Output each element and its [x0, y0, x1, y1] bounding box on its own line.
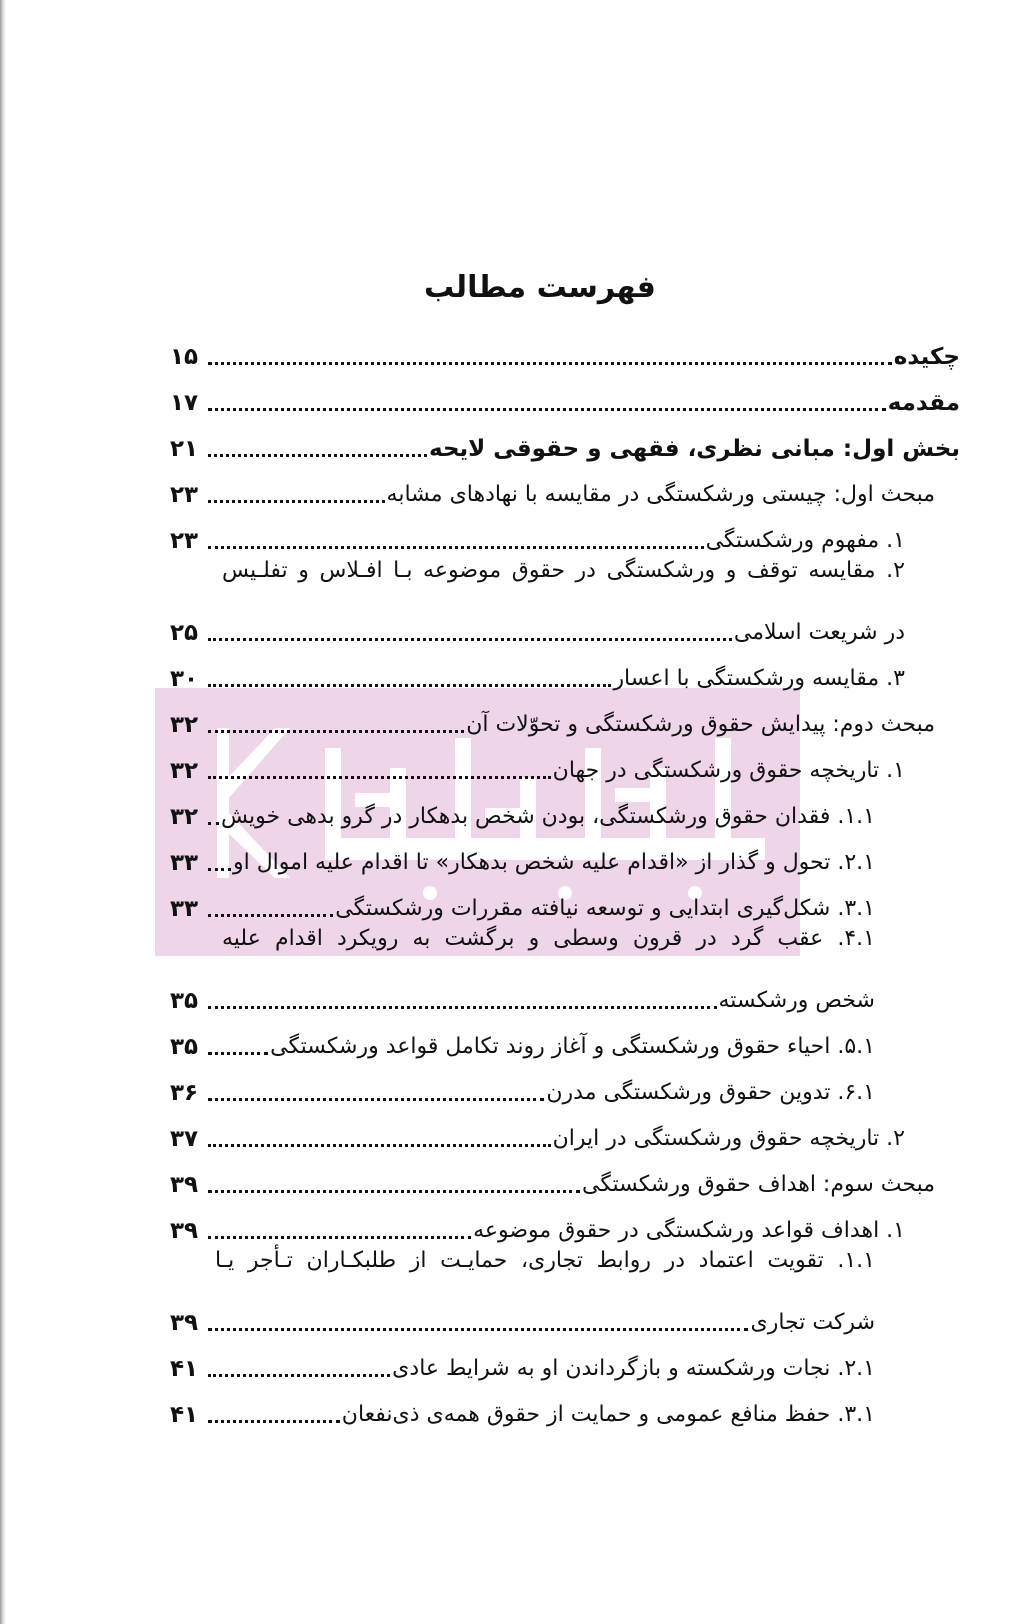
toc-entry-title: بخش اول: مبانی نظری، فقهی و حقوقی لایحه [429, 436, 960, 462]
toc-page-number: ۳۲ [170, 712, 199, 738]
toc-page-number: ۳۹ [170, 1172, 199, 1198]
toc-entry [170, 464, 935, 510]
toc-entry-title: ۱. اهداف قواعد ورشکستگی در حقوق موضوعه [473, 1218, 905, 1243]
toc-page-number: ۲۳ [170, 528, 199, 554]
toc-entry-title-continued: شرکت تجاری [750, 1310, 875, 1335]
toc-entry-title: ۶.۱. تدوین حقوق ورشکستگی مدرن [546, 1080, 875, 1105]
dot-leader [208, 408, 886, 411]
dot-leader [208, 1006, 717, 1009]
toc-entry [170, 694, 935, 740]
dot-leader [208, 914, 333, 917]
toc-page-number: ۳۲ [170, 758, 199, 784]
toc-entry-title: ۳. مقایسه ورشکستگی با اعسار [613, 666, 905, 691]
toc-entry [170, 740, 905, 786]
toc-page-number: ۳۵ [170, 1034, 199, 1060]
toc-entry [170, 832, 875, 878]
dot-leader [208, 1144, 551, 1147]
toc-entry-title: مبحث دوم: پیدایش حقوق ورشکستگی و تحوّلات آن [466, 712, 935, 737]
toc-entry [170, 1384, 875, 1430]
toc-entry [170, 1338, 875, 1384]
dot-leader [208, 454, 427, 457]
dot-leader [208, 1190, 580, 1193]
toc-page-number: ۳۳ [170, 896, 199, 922]
toc-entry-title: ۲. تاریخچه حقوق ورشکستگی در ایران [552, 1126, 905, 1151]
toc-entry [170, 648, 905, 694]
toc-page-number: ۱۵ [170, 344, 199, 370]
toc-entry [170, 1154, 935, 1200]
toc-page-number: ۳۵ [170, 988, 199, 1014]
dot-leader [208, 1098, 544, 1101]
toc-entry [170, 326, 960, 372]
page-title: فهرست مطالب [424, 270, 656, 305]
dot-leader [208, 868, 231, 871]
dot-leader [208, 500, 385, 503]
toc-entry [170, 510, 905, 556]
toc-entry [170, 1062, 875, 1108]
toc-page-number: ۱۷ [170, 390, 199, 416]
toc-entry [170, 786, 875, 832]
dot-leader [208, 822, 219, 825]
dot-leader [208, 1236, 471, 1239]
toc-entry-title: ۱.۱. تقویت اعتماد در روابط تجاری، حمایـت از طلبکـاران تـأجر یـا [215, 1248, 875, 1273]
toc-entry [170, 970, 875, 1016]
toc-page-number: ۲۵ [170, 620, 199, 646]
toc-entry-title: ۲.۱. نجات ورشکسته و بازگرداندن او به شرایط عادی [392, 1356, 875, 1381]
toc-page-number: ۳۲ [170, 804, 199, 830]
toc-entry-title: ۲. مقایسه توقف و ورشکستگی در حقوق موضوعه بـا افـلاس و تفلـیس [222, 558, 905, 583]
toc-page-number: ۴۱ [170, 1356, 199, 1382]
toc-entry-title-continued: شخص ورشکسته [718, 988, 875, 1013]
toc-page-number: ۴۱ [170, 1402, 199, 1428]
dot-leader [208, 730, 464, 733]
dot-leader [208, 684, 611, 687]
toc-entry [170, 1200, 905, 1246]
toc-entry-title: مبحث اول: چیستی ورشکستگی در مقایسه با نهادهای مشابه [386, 482, 935, 507]
toc-page-number: ۳۰ [170, 666, 199, 692]
dot-leader [208, 776, 551, 779]
dot-leader [208, 638, 732, 641]
toc-entry-title: ۱.۱. فقدان حقوق ورشکستگی، بودن شخص بدهکار در گرو بدهی خویش [220, 804, 875, 829]
toc-entry [170, 372, 960, 418]
toc-entry [170, 1292, 875, 1338]
dot-leader [208, 362, 892, 365]
toc-entry-title: مبحث سوم: اهداف حقوق ورشکستگی [582, 1172, 935, 1197]
toc-entry-title: ۵.۱. احیاء حقوق ورشکستگی و آغاز روند تکامل قواعد ورشکستگی [270, 1034, 875, 1059]
dot-leader [208, 1374, 390, 1377]
toc-entry-title: ۳.۱. شکل‌گیری ابتدایی و توسعه نیافته مقررات ورشکستگی [335, 896, 875, 921]
dot-leader [208, 1328, 748, 1331]
dot-leader [208, 546, 704, 549]
toc-page-number: ۳۳ [170, 850, 199, 876]
toc-entry-title: مقدمه [887, 390, 960, 416]
toc-entry [170, 878, 875, 924]
toc-page-number: ۲۱ [170, 436, 199, 462]
toc-entry-title: ۱. تاریخچه حقوق ورشکستگی در جهان [552, 758, 905, 783]
toc-entry [170, 602, 905, 648]
toc-entry [170, 418, 960, 464]
toc-page-number: ۳۷ [170, 1126, 199, 1152]
toc-entry-title: ۱. مفهوم ورشکستگی [705, 528, 905, 553]
toc-entry-title: چکیده [893, 344, 960, 370]
dot-leader [208, 1052, 268, 1055]
toc-entry-title: ۴.۱. عقب گرد در قرون وسطی و برگشت به رویکرد اقدام علیه [222, 926, 875, 951]
toc-page-number: ۲۳ [170, 482, 199, 508]
toc-entry [170, 1016, 875, 1062]
toc-page-number: ۳۶ [170, 1080, 199, 1106]
toc-entry-title-continued: در شریعت اسلامی [733, 620, 905, 645]
dot-leader [208, 1420, 340, 1423]
toc-entry-title: ۲.۱. تحول و گذار از «اقدام علیه شخص بدهکار» تا اقدام علیه اموال او [232, 850, 875, 875]
toc-entry [170, 1108, 905, 1154]
toc-page-number: ۳۹ [170, 1218, 199, 1244]
toc-entry-title: ۳.۱. حفظ منافع عمومی و حمایت از حقوق همه‌ی ذی‌نفعان [341, 1402, 875, 1427]
toc-page-number: ۳۹ [170, 1310, 199, 1336]
